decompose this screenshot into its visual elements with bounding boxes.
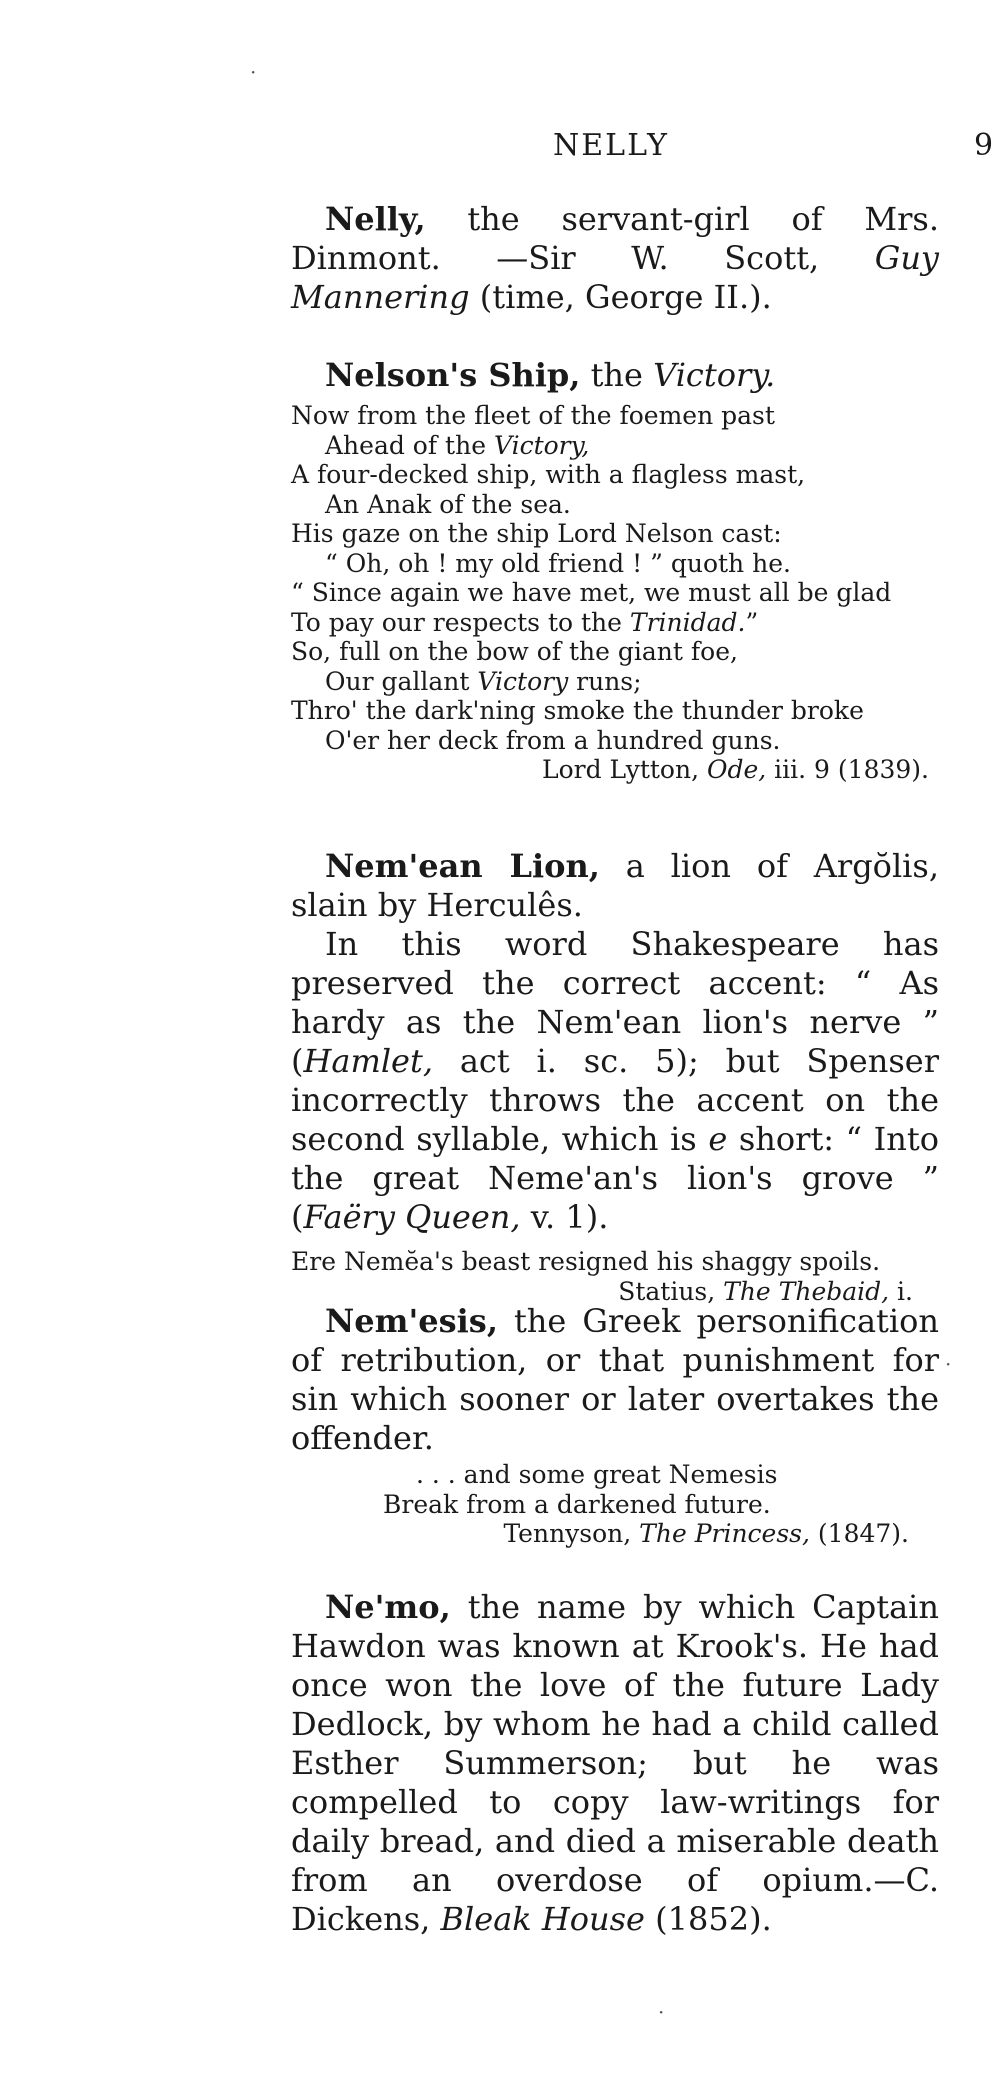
citation: Lord Lytton, Ode, iii. 9 (1839). — [542, 755, 929, 784]
paper-speck: · — [945, 1352, 952, 1376]
citation: Tennyson, The Princess, (1847). — [503, 1519, 909, 1548]
verse-quotation: . . . and some great Nemesis Break from a darkened future. — [383, 1460, 778, 1519]
entry-nemo-text: Ne'mo, the name by which Captain Hawdon was known at Krook's. He had once won the love of the future Lady Dedlock, by whom he had a child called Esther Summerson; but he was compelled to copy law-writings for daily bread, and died a miserable death from an overdose of opium.—C. Dickens, Bleak House (1852). — [291, 1588, 939, 1938]
citation: Statius, The Thebaid, i. — [618, 1276, 913, 1306]
quotation: Ere Nemĕa's beast resigned his shaggy spoils. — [291, 1247, 881, 1276]
headword: Nelson's Ship, — [325, 356, 581, 394]
headword: Ne'mo, — [325, 1588, 451, 1626]
entry-nemean-lion-paragraph: In this word Shakespeare has preserved the correct accent: “ As hardy as the Nem'ean lion's nerve ” (Hamlet, act i. sc. 5); but Spenser incorrectly throws the accent on the second syllable, which is e short: “ Into the great Neme'an's lion's grove ” (Faëry Queen, v. 1). — [291, 925, 939, 1236]
entry-nelsons-ship — [291, 356, 939, 785]
entry-nelly-text: Nelly, the servant-girl of Mrs. Dinmont. —Sir W. Scott, Guy Mannering (time, George II.). — [291, 200, 939, 316]
headword: Nem'ean Lion, — [325, 847, 600, 885]
entry-nelsons-ship-text: Nelson's Ship, the Victory. — [325, 356, 776, 394]
source-title: Bleak House — [440, 1900, 645, 1938]
paper-speck: · — [658, 2000, 665, 2024]
entry-nemo — [291, 1588, 939, 1939]
headword: Nem'esis, — [325, 1302, 498, 1340]
page-number: 9 — [974, 128, 994, 163]
source-title: Guy Mannering — [291, 239, 939, 316]
page-header — [0, 128, 1000, 168]
paper-speck: · — [250, 60, 257, 84]
headword: Nelly, — [325, 200, 426, 238]
entry-nemean-lion-text: Nem'ean Lion, a lion of Argŏlis, slain by Herculês. — [291, 847, 940, 924]
entry-nelly — [291, 200, 939, 317]
entry-nemesis — [291, 1302, 939, 1549]
entry-nemean-lion — [291, 847, 939, 1306]
entry-nemesis-text: Nem'esis, the Greek personification of retribution, or that punishment for sin which sooner or later overtakes the offender. — [291, 1302, 939, 1457]
verse-quotation: Now from the fleet of the foemen past Ahead of the Victory, A four-decked ship, with a flagless mast, An Anak of the sea. His gaze on the ship Lord Nelson cast: “ Oh, oh ! my old friend ! ” quoth he. “ Since again we have met, we must all be glad To pay our respects to the Trinidad.” So, full on the bow of the giant foe, Our gallant Victory runs; Thro' the dark'ning smoke the thunder broke O'er her deck from a hundred guns. — [291, 401, 892, 755]
running-title: NELLY — [553, 128, 669, 163]
